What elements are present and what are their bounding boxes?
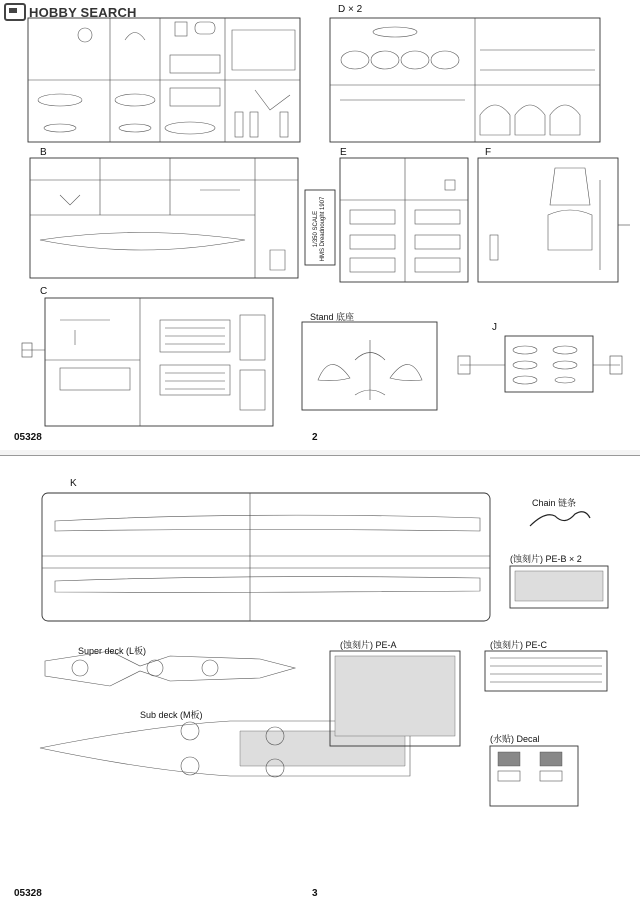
sprue-stand [302, 322, 437, 410]
stand-label: Stand 底座 [310, 312, 355, 322]
sprue-b-label: B [40, 147, 47, 158]
sprue-drawings-bottom [0, 456, 640, 906]
pe-b-label: (蚀刻片) PE-B × 2 [510, 554, 582, 564]
sprue-f-label: F [485, 147, 492, 158]
sprue-a [28, 18, 300, 142]
instruction-page-3 [0, 455, 640, 906]
logo-text: HOBBY SEARCH [29, 4, 137, 20]
sprue-d-label: D × 2 [338, 4, 363, 15]
page-number: 2 [312, 432, 318, 443]
decal-label: (水贴) Decal [490, 734, 540, 744]
sprue-d [330, 18, 600, 142]
sprue-e-label: E [340, 147, 347, 158]
pe-c-label: (蚀刻片) PE-C [490, 640, 547, 650]
sprue-b [30, 158, 298, 278]
page-number-bottom: 3 [312, 888, 318, 899]
sprue-f [478, 158, 630, 282]
sprue-e [340, 158, 468, 282]
super-deck-label: Super deck (L板) [78, 646, 147, 656]
side-label-ship: HMS Dreadnought 1907 [320, 196, 326, 262]
footer-code-bottom: 05328 [14, 888, 42, 899]
footer-code: 05328 [14, 432, 42, 443]
sprue-k-label: K [70, 478, 77, 489]
sprue-c [22, 298, 273, 426]
side-label-scale: 1/350 SCALE [313, 210, 319, 248]
box-side-label [306, 192, 334, 264]
sprue-k [42, 493, 490, 621]
sprue-j-label: J [492, 322, 497, 333]
sub-deck-label: Sub deck (M板) [140, 710, 203, 720]
pe-a-label: (蚀刻片) PE-A [340, 640, 397, 650]
chain-label: Chain 链条 [532, 498, 577, 508]
instruction-page-2 [0, 0, 640, 450]
sprue-c-label: C [40, 286, 48, 297]
sprue-j [458, 336, 622, 392]
